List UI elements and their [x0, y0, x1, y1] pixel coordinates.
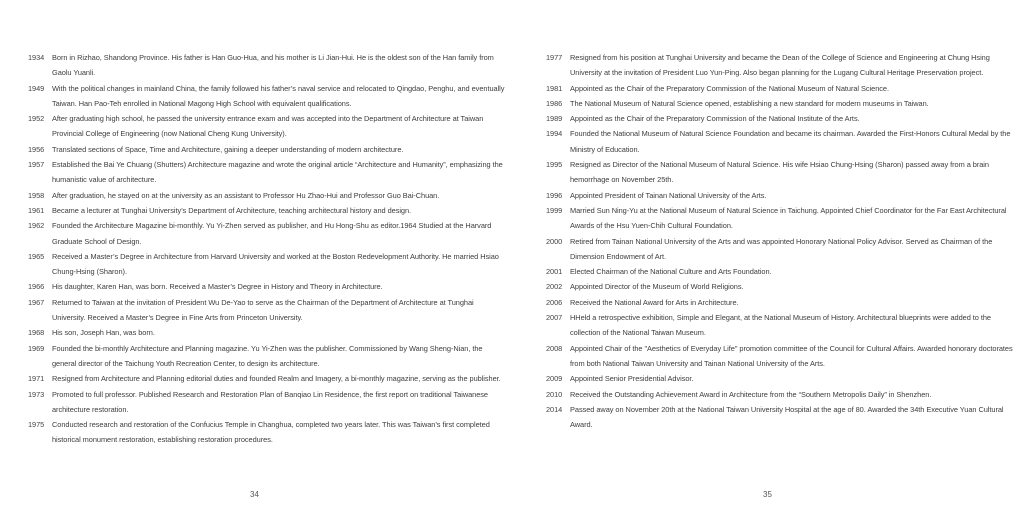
entry-year: 2014 [546, 404, 563, 414]
entry-year: 2000 [546, 236, 563, 246]
entry-year: 1952 [28, 114, 45, 124]
timeline-entry [546, 279, 1016, 294]
entry-text: After graduation, he stayed on at the university as an assistant to Professor Hu Zhao-Hui and Professor Guo Bai-Chuan. [52, 190, 440, 200]
timeline-entry [28, 218, 508, 249]
timeline-entry [546, 402, 1016, 433]
entry-text: Married Sun Ning-Yu at the National Museum of Natural Science in Taichung. Appointed Chief Coordinator for the Far East Architectural Awards of the Hsu Yuen-Chih Cultural Foundation. [570, 205, 1007, 231]
entry-year: 2001 [546, 267, 563, 277]
entry-text: Established the Bai Ye Chuang (Shutters) Architecture magazine and wrote the original article “Architecture and Humanity”, emphasizing the humanistic value of architecture. [52, 160, 503, 185]
entry-text: Returned to Taiwan at the invitation of President Wu De-Yao to serve as the Chairman of the Department of Architecture at Tunghai University. Received a Master’s Degree in Fine Arts from Princeton University. [52, 297, 474, 323]
entry-text: Received a Master’s Degree in Architecture from Harvard University and worked at the Boston Redevelopment Authority. He married Hsiao Chung-Hsing (Sharon). [52, 251, 499, 277]
entry-text: Appointed as the Chair of the Preparatory Commission of the National Museum of Natural Science. [570, 83, 889, 93]
entry-year: 2010 [546, 389, 563, 399]
entry-text: Became a lecturer at Tunghai University’s Department of Architecture, teaching architectural history and design. [52, 205, 412, 215]
entry-text: Resigned from his position at Tunghai University and became the Dean of the College of Science and Engineering at Chung Hsing University at the invitation of President Luo Yun-Ping. Also began planning for the Lugang Cultural Heritage Preservation project. [570, 53, 990, 78]
timeline-entry [546, 371, 1016, 386]
timeline-entry [546, 126, 1016, 157]
page-number-left: 34 [250, 490, 259, 499]
timeline-entry [28, 142, 508, 157]
entry-text: Received the National Award for Arts in Architecture. [570, 297, 739, 307]
entry-text: With the political changes in mainland China, the family followed his father’s naval service and relocated to Qingdao, Penghu, and eventually Taiwan. Han Pao-Teh enrolled in National Magong High School with equivalent qualifications. [52, 83, 505, 108]
timeline-entry [28, 203, 508, 218]
timeline-entry [28, 188, 508, 203]
entry-year: 2009 [546, 374, 563, 384]
entry-year: 1977 [546, 53, 563, 62]
entry-text: Elected Chairman of the National Culture and Arts Foundation. [570, 267, 772, 277]
timeline-entry [28, 279, 508, 294]
entry-text: Resigned as Director of the National Museum of Natural Science. His wife Hsiao Chung-Hsing (Sharon) passed away from a brain hemorrhage on November 25th. [570, 160, 989, 185]
entry-year: 1975 [28, 420, 45, 430]
entry-year: 1965 [28, 251, 45, 261]
entry-text: After graduating high school, he passed the university entrance exam and was accepted into the Department of Architecture at Taiwan Provincial College of Engineering (now National Cheng Kung University). [52, 114, 484, 139]
timeline-entry [28, 111, 508, 142]
entry-text: Appointed Director of the Museum of World Religions. [570, 282, 744, 292]
entry-year: 2002 [546, 282, 563, 292]
entry-text: Received the Outstanding Achievement Award in Architecture from the “Southern Metropolis Daily” in Shenzhen. [570, 389, 932, 399]
entry-text: HHeld a retrospective exhibition, Simple and Elegant, at the National Museum of History. Architectural blueprints were added to the collection of the National Taiwan Museum. [570, 313, 991, 338]
entry-year: 1957 [28, 160, 45, 170]
entry-year: 1971 [28, 374, 45, 384]
entry-year: 2006 [546, 297, 563, 307]
entry-text: His son, Joseph Han, was born. [52, 328, 155, 338]
timeline-entry [546, 81, 1016, 96]
entry-year: 1996 [546, 190, 563, 200]
entry-text: Passed away on November 20th at the National Taiwan University Hospital at the age of 80. Awarded the 34th Executive Yuan Cultural Award. [570, 404, 1004, 430]
entry-text: Founded the Architecture Magazine bi-monthly. Yu Yi-Zhen served as publisher, and Hu Hong-Shu as editor.1964 Studied at the Harvard Graduate School of Design. [52, 221, 492, 246]
entry-text: The National Museum of Natural Science opened, establishing a new standard for modern museums in Taiwan. [570, 98, 929, 108]
timeline-entry [28, 249, 508, 280]
page-number-right: 35 [763, 490, 772, 499]
timeline-entry [546, 50, 1016, 81]
timeline-entry [546, 264, 1016, 279]
timeline-entry [546, 295, 1016, 310]
timeline-entry [28, 50, 508, 81]
entry-year: 1973 [28, 389, 45, 399]
entry-text: Appointed as the Chair of the Preparatory Commission of the National Institute of the Arts. [570, 114, 860, 124]
timeline-entry [28, 417, 508, 448]
timeline-entry [546, 203, 1016, 234]
entry-text: Resigned from Architecture and Planning editorial duties and founded Realm and Imagery, a bi-monthly magazine, serving as the publisher. [52, 374, 501, 384]
timeline-entry [546, 234, 1016, 265]
entry-text: Translated sections of Space, Time and Architecture, gaining a deeper understanding of modern architecture. [52, 144, 404, 154]
timeline-entry [546, 96, 1016, 111]
entry-year: 1969 [28, 343, 45, 353]
entry-text: Founded the bi-monthly Architecture and Planning magazine. Yu Yi-Zhen was the publisher. Commissioned by Wang Sheng-Nian, the general director of the Taichung Youth Recreation Center, to design its architecture. [52, 343, 483, 368]
entry-year: 1981 [546, 83, 563, 93]
entry-year: 1949 [28, 83, 45, 93]
entry-text: Appointed Chair of the "Aesthetics of Everyday Life" promotion committee of the Council for Cultural Affairs. Awarded honorary doctorates from both National Taiwan University and Tainan National University of the Arts. [570, 343, 1013, 368]
entry-year: 1994 [546, 129, 563, 139]
entry-year: 1961 [28, 205, 45, 215]
right-page-timeline [546, 50, 1016, 432]
entry-text: Promoted to full professor. Published Research and Restoration Plan of Banqiao Lin Residence, the first report on traditional Taiwanese architecture restoration. [52, 389, 488, 414]
entry-text: Retired from Tainan National University of the Arts and was appointed Honorary National Policy Advisor. Served as Chairman of the Dimension Endowment of Art. [570, 236, 993, 261]
timeline-entry [28, 341, 508, 372]
entry-year: 1967 [28, 297, 45, 307]
left-page-timeline [28, 50, 508, 448]
timeline-entry [28, 371, 508, 386]
entry-year: 1962 [28, 221, 45, 231]
timeline-entry [546, 310, 1016, 341]
entry-year: 1958 [28, 190, 45, 200]
timeline-entry [28, 387, 508, 418]
entry-text: Appointed President of Tainan National University of the Arts. [570, 190, 767, 200]
entry-year: 1999 [546, 205, 563, 215]
entry-year: 1995 [546, 160, 563, 170]
entry-year: 2008 [546, 343, 563, 353]
entry-year: 1956 [28, 144, 45, 154]
entry-year: 1989 [546, 114, 563, 124]
entry-text: Founded the National Museum of Natural Science Foundation and became its chairman. Awarded the First-Honors Cultural Medal by the Ministry of Education. [570, 129, 1011, 154]
entry-year: 1934 [28, 53, 45, 62]
entry-text: His daughter, Karen Han, was born. Received a Master’s Degree in History and Theory in Architecture. [52, 282, 383, 292]
timeline-entry [28, 325, 508, 340]
timeline-entry [546, 387, 1016, 402]
timeline-entry [28, 157, 508, 188]
timeline-entry [546, 157, 1016, 188]
entry-text: Born in Rizhao, Shandong Province. His father is Han Guo-Hua, and his mother is Li Jian-Hui. He is the oldest son of the Han family from Gaolu Yuanli. [52, 53, 494, 78]
timeline-entry [28, 295, 508, 326]
timeline-entry [546, 188, 1016, 203]
timeline-entry [546, 341, 1016, 372]
entry-year: 1986 [546, 98, 563, 108]
timeline-entry [546, 111, 1016, 126]
entry-year: 2007 [546, 313, 563, 323]
entry-year: 1968 [28, 328, 45, 338]
entry-text: Conducted research and restoration of the Confucius Temple in Changhua, completed two years later. This was Taiwan’s first completed historical monument restoration, establishing restoration procedures. [52, 420, 490, 445]
entry-year: 1966 [28, 282, 45, 292]
entry-text: Appointed Senior Presidential Advisor. [570, 374, 694, 384]
timeline-entry [28, 81, 508, 112]
